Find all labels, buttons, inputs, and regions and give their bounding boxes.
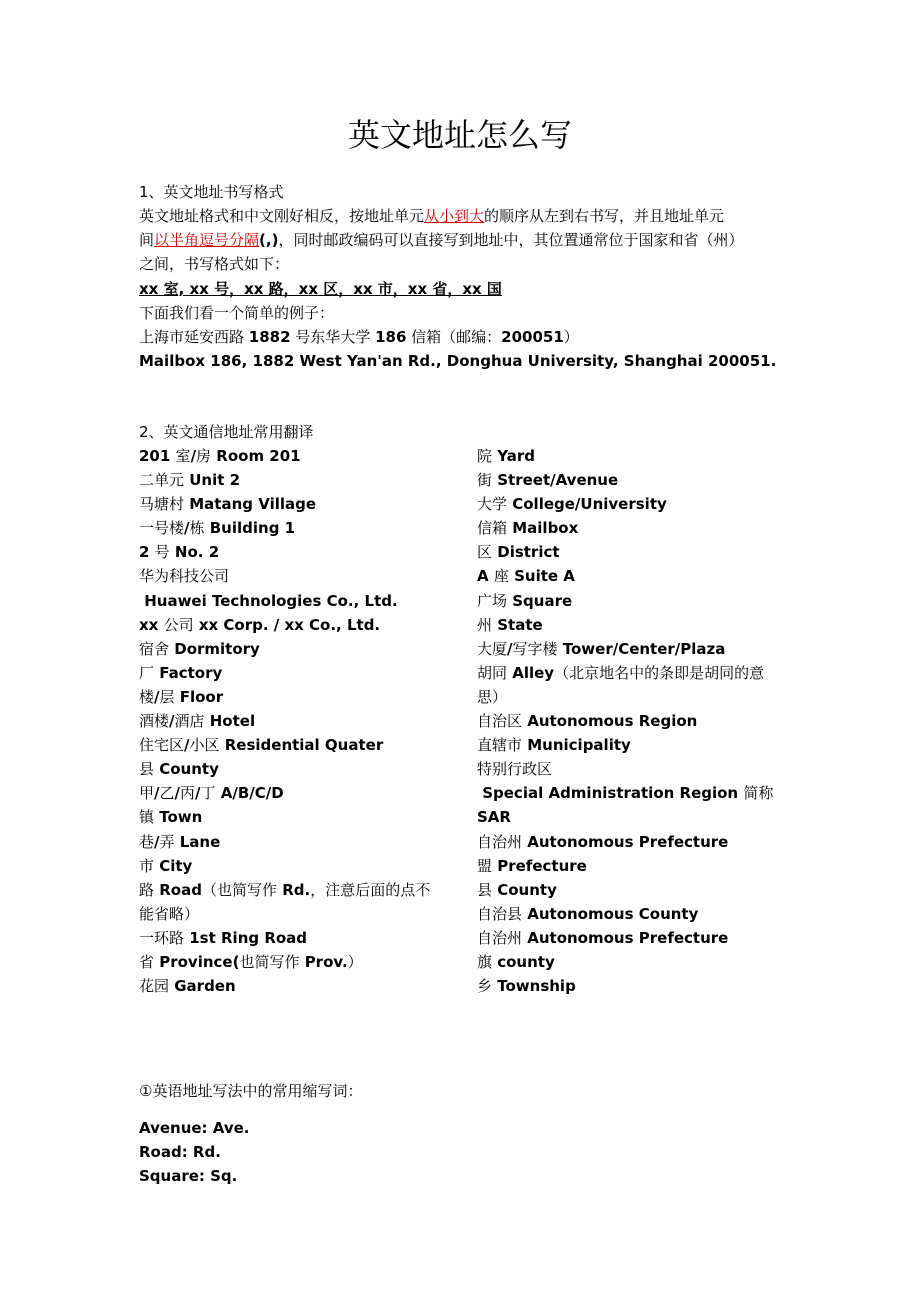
en-text: City	[154, 856, 193, 875]
section3-heading: ①英语地址写法中的常用缩写词：	[139, 1082, 363, 1100]
translation-item-left	[139, 492, 430, 516]
en-text: County	[154, 760, 219, 779]
cn-text: 胡同	[477, 663, 508, 682]
translation-item-right	[477, 854, 773, 878]
cn-text: 层	[159, 687, 175, 706]
en-text: College/University	[507, 495, 667, 514]
cn-text: 酒店	[174, 712, 205, 731]
cn-text: 丁	[200, 784, 216, 803]
cn-text: 乡	[477, 977, 493, 996]
cn-text: 宿舍	[139, 639, 170, 658]
example-chinese	[139, 325, 579, 349]
abbrev-item: Avenue: Ave.	[139, 1119, 250, 1137]
en-text: /	[184, 519, 190, 538]
en-text: Tower/Center/Plaza	[557, 639, 726, 658]
en-text: /	[169, 712, 175, 731]
cn-text: 市	[139, 856, 155, 875]
en-text: xx Corp. / xx Co., Ltd.	[193, 615, 381, 634]
cn-text: 镇	[139, 808, 155, 827]
en-text: Building 1	[204, 519, 296, 538]
cn-text: 一环路	[139, 928, 185, 947]
translation-list-right	[477, 444, 773, 998]
en-text: Prov.	[299, 952, 348, 971]
cn-text: 盟	[477, 856, 493, 875]
translation-item-left	[139, 902, 430, 926]
en-text: Prefecture	[492, 856, 587, 875]
translation-item-left	[139, 950, 430, 974]
cn-text: 号	[154, 543, 170, 562]
abbrev-item: Square: Sq.	[139, 1167, 238, 1185]
cn-text: 酒楼	[139, 712, 170, 731]
cn-text: 二单元	[139, 471, 185, 490]
translation-item-left	[139, 830, 430, 854]
para-text: ，同时邮政编码可以直接写到地址中，其位置通常位于国家和省（州）	[278, 231, 744, 249]
en-text: /	[174, 784, 180, 803]
en-text: SAR	[477, 808, 511, 827]
translation-item-left	[139, 709, 430, 733]
translation-item-left	[139, 468, 430, 492]
en-text: /	[154, 784, 160, 803]
translation-item-right	[477, 637, 773, 661]
translation-item-left	[139, 516, 430, 540]
translation-item-right	[477, 468, 773, 492]
translation-item-right	[477, 781, 773, 805]
cn-text: ，注意后面的点不	[310, 880, 431, 899]
cn-text: 自治县	[477, 904, 523, 923]
translation-item-left	[139, 589, 430, 613]
cn-text: 写字楼	[512, 639, 558, 658]
en-text: 2	[139, 543, 155, 562]
en-text: Matang Village	[184, 495, 317, 514]
abbrev-item: Road: Rd.	[139, 1143, 221, 1161]
cn-text: 广场	[477, 591, 508, 610]
translation-item-right	[477, 878, 773, 902]
cn-text: 厂	[139, 663, 155, 682]
en-text: /	[184, 736, 190, 755]
cn-text: 自治区	[477, 712, 523, 731]
cn-text: 州	[477, 615, 493, 634]
en-text: /	[190, 447, 197, 465]
cn-text: 院	[477, 447, 493, 465]
en-text: xx	[139, 615, 164, 634]
en-text: Residential Quater	[219, 736, 384, 755]
cn-text: 县	[139, 760, 155, 779]
translation-item-left	[139, 926, 430, 950]
en-text: District	[492, 543, 560, 562]
en-text: Autonomous County	[522, 904, 699, 923]
en-text: county	[492, 952, 555, 971]
en-text: Huawei Technologies Co., Ltd.	[139, 591, 398, 610]
en-text: Special Administration Region	[477, 784, 744, 803]
highlight-comma-separated: 以半角逗号分隔	[154, 231, 260, 249]
cn-text: 大厦	[477, 639, 508, 658]
cn-text: 简称	[743, 784, 774, 803]
translation-item-right	[477, 830, 773, 854]
section1-heading: 1、英文地址书写格式	[139, 183, 284, 201]
number-text: 1882	[248, 328, 291, 346]
translation-item-left	[139, 757, 430, 781]
translation-item-left	[139, 854, 430, 878]
cn-text: 室	[175, 447, 191, 465]
translation-item-left	[139, 685, 430, 709]
en-text: Road	[154, 880, 202, 899]
cn-text: 华为科技公司	[139, 567, 230, 586]
en-text: State	[492, 615, 543, 634]
translation-item-right	[477, 661, 773, 685]
en-text: Municipality	[522, 736, 631, 755]
cn-text: 房	[196, 447, 212, 465]
en-text: Hotel	[204, 712, 256, 731]
cn-text: 巷	[139, 832, 155, 851]
cn-text: 区	[477, 543, 493, 562]
cn-text: （也简写作	[201, 880, 277, 899]
translation-item-right	[477, 685, 773, 709]
en-text: Mailbox	[507, 519, 579, 538]
number-text: 186	[375, 328, 407, 346]
cn-text: 思）	[477, 687, 508, 706]
cn-text: 号东华大学	[290, 328, 376, 346]
translation-item-left	[139, 661, 430, 685]
cn-text: 花园	[139, 977, 170, 996]
section2-heading: 2、英文通信地址常用翻译	[139, 423, 314, 441]
en-text: Room 201	[211, 447, 301, 465]
en-text: County	[492, 880, 557, 899]
cn-text: 信箱（邮编：	[406, 328, 502, 346]
translation-item-right	[477, 564, 773, 588]
en-text: Autonomous Region	[522, 712, 698, 731]
en-text: 1st Ring Road	[184, 928, 308, 947]
cn-text: 路	[139, 880, 155, 899]
cn-text: 也简写作	[239, 952, 300, 971]
cn-text: 丙	[180, 784, 196, 803]
cn-text: 自治州	[477, 928, 523, 947]
translation-item-left	[139, 733, 430, 757]
translation-item-right	[477, 444, 773, 468]
translation-item-right	[477, 757, 773, 781]
translation-item-left	[139, 781, 430, 805]
cn-text: 上海市延安西路	[139, 328, 249, 346]
cn-text: 信箱	[477, 519, 508, 538]
translation-item-right	[477, 733, 773, 757]
cn-text: 马塘村	[139, 495, 185, 514]
translation-item-right	[477, 950, 773, 974]
en-text: Square	[507, 591, 573, 610]
translation-item-left	[139, 564, 430, 588]
cn-text: 一号楼	[139, 519, 185, 538]
para-text: 间	[139, 231, 155, 249]
en-text: Dormitory	[169, 639, 260, 658]
translation-item-right	[477, 540, 773, 564]
translation-item-left	[139, 613, 430, 637]
example-intro: 下面我们看一个简单的例子：	[139, 304, 335, 322]
translation-item-left	[139, 444, 430, 468]
en-text: Lane	[174, 832, 221, 851]
cn-text: ）	[347, 952, 363, 971]
en-text: Unit 2	[184, 471, 241, 490]
cn-text: 直辖市	[477, 736, 523, 755]
page-title: 英文地址怎么写	[347, 116, 572, 154]
cn-text: 座	[493, 567, 509, 586]
en-text: Province(	[154, 952, 240, 971]
translation-item-right	[477, 613, 773, 637]
en-text: Town	[154, 808, 203, 827]
translation-item-right	[477, 974, 773, 998]
translation-item-right	[477, 805, 773, 829]
cn-text: 小区	[189, 736, 220, 755]
cn-text: 乙	[159, 784, 175, 803]
translation-item-right	[477, 709, 773, 733]
cn-text: 公司	[163, 615, 194, 634]
number-text: 200051	[501, 328, 564, 346]
en-text: Factory	[154, 663, 223, 682]
translation-item-right	[477, 902, 773, 926]
en-text: A/B/C/D	[215, 784, 284, 803]
cn-text: 大学	[477, 495, 508, 514]
translation-item-left	[139, 637, 430, 661]
para-text: 的顺序从左到右书写，并且地址单元	[484, 207, 725, 225]
translation-item-right	[477, 516, 773, 540]
cn-text: （北京地名中的条即是胡同的意	[554, 663, 765, 682]
cn-text: 省	[139, 952, 155, 971]
translation-item-left	[139, 540, 430, 564]
en-text: Floor	[174, 687, 224, 706]
example-english: Mailbox 186, 1882 West Yan'an Rd., Donghua University, Shanghai 200051.	[139, 352, 777, 370]
section1-para-line2	[139, 228, 743, 252]
en-text: Autonomous Prefecture	[522, 832, 729, 851]
cn-text: ）	[563, 328, 579, 346]
en-text: /	[154, 832, 160, 851]
en-text: Township	[492, 977, 576, 996]
en-text: Street/Avenue	[492, 471, 619, 490]
translation-item-left	[139, 805, 430, 829]
en-text: Rd.	[276, 880, 311, 899]
cn-text: 楼	[139, 687, 155, 706]
cn-text: 特别行政区	[477, 760, 553, 779]
en-text: Garden	[169, 977, 236, 996]
translation-list-left	[139, 444, 430, 998]
en-text: Yard	[492, 447, 535, 465]
en-text: /	[507, 639, 513, 658]
en-text: 201	[139, 447, 176, 465]
section1-para-line3: 之间，书写格式如下：	[139, 255, 290, 273]
cn-text: 栋	[189, 519, 205, 538]
comma-symbol: (,)	[259, 231, 279, 249]
en-text: No. 2	[169, 543, 220, 562]
translation-item-right	[477, 589, 773, 613]
translation-item-right	[477, 926, 773, 950]
section1-para-line1	[139, 204, 724, 228]
highlight-small-to-large: 从小到大	[424, 207, 485, 225]
translation-item-left	[139, 878, 430, 902]
en-text: Suite A	[508, 567, 575, 586]
cn-text: 县	[477, 880, 493, 899]
en-text: /	[154, 687, 160, 706]
en-text: /	[195, 784, 201, 803]
en-text: Alley	[507, 663, 555, 682]
cn-text: 街	[477, 471, 493, 490]
cn-text: 弄	[159, 832, 175, 851]
cn-text: 能省略）	[139, 904, 200, 923]
cn-text: 甲	[139, 784, 155, 803]
translation-item-left	[139, 974, 430, 998]
translation-item-right	[477, 492, 773, 516]
cn-text: 自治州	[477, 832, 523, 851]
cn-text: 旗	[477, 952, 493, 971]
para-text: 英文地址格式和中文刚好相反，按地址单元	[139, 207, 425, 225]
en-text: Autonomous Prefecture	[522, 928, 729, 947]
en-text: A	[477, 567, 494, 586]
cn-text: 住宅区	[139, 736, 185, 755]
address-format: xx 室, xx 号，xx 路，xx 区，xx 市，xx 省，xx 国	[139, 280, 502, 298]
